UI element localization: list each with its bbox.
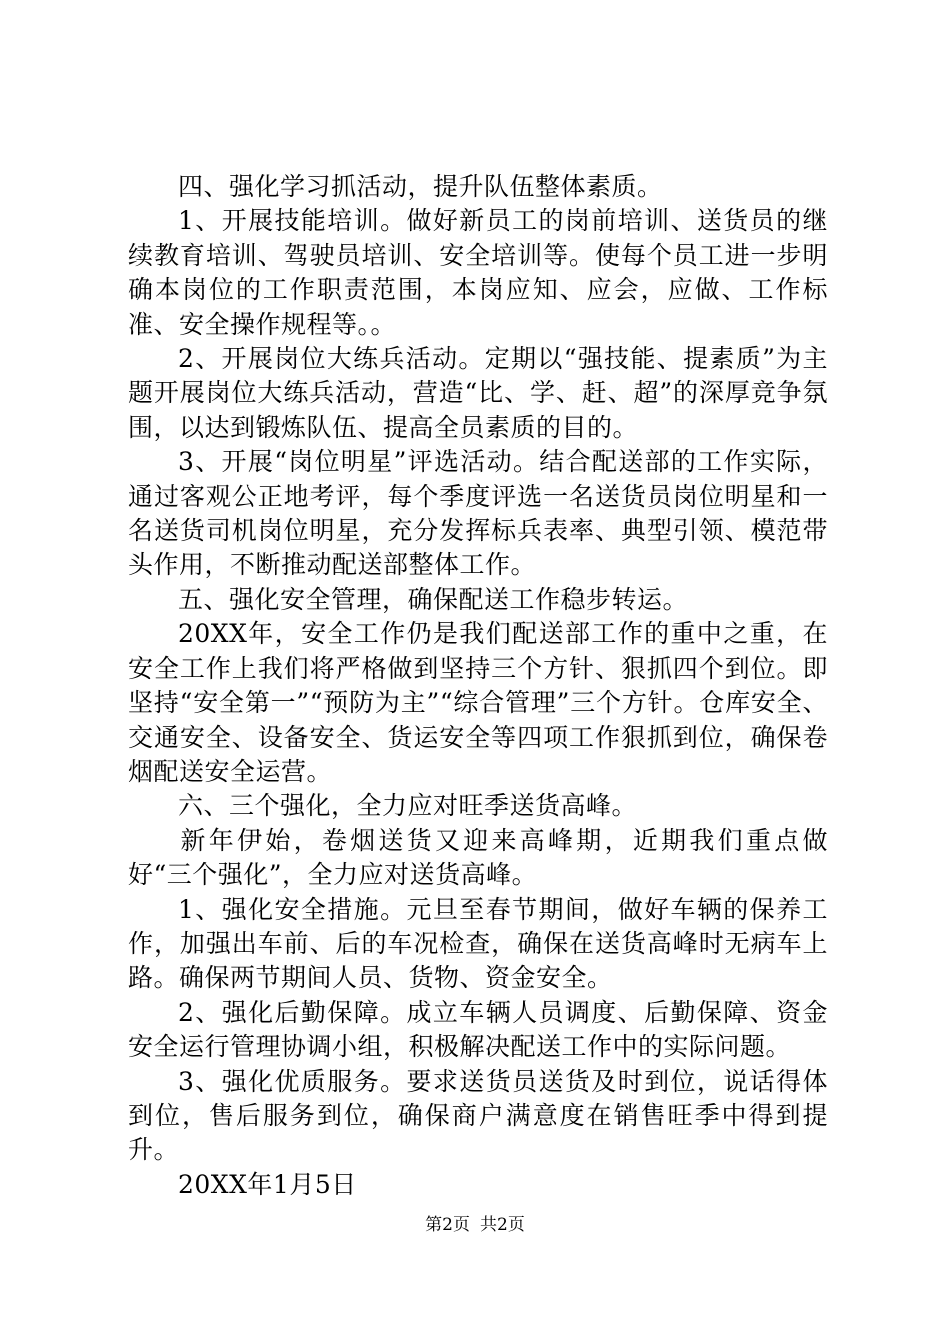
section-heading-5: 五、强化安全管理，确保配送工作稳步转运。 bbox=[178, 584, 689, 614]
document-date: 20XX年1月5日 bbox=[178, 1169, 357, 1199]
paragraph-skill-training: 1、开展技能培训。做好新员工的岗前培训、送货员的继续教育培训、驾驶员培训、安全培训等。使每个员工进一步明确本岗位的工作职责范围，本岗应知、应会，应做、工作标准、安全操作规程等。。 bbox=[128, 206, 828, 339]
paragraph-safety-work: 20XX年，安全工作仍是我们配送部工作的重中之重，在安全工作上我们将严格做到坚持三个方针、狠抓四个到位。即坚持“安全第一”“预防为主”“综合管理”三个方针。仓库安全、交通安全、设备安全、货运安全等四项工作狠抓到位，确保卷烟配送安全运营。 bbox=[128, 619, 828, 786]
section-heading-4: 四、强化学习抓活动，提升队伍整体素质。 bbox=[178, 172, 663, 201]
document-body bbox=[128, 170, 828, 1202]
page-total: 共2页 bbox=[480, 1215, 525, 1235]
paragraph-quality-service: 3、强化优质服务。要求送货员送货及时到位，说话得体到位，售后服务到位，确保商户满意度在销售旺季中得到提升。 bbox=[128, 1066, 828, 1165]
paragraph-new-year: 新年伊始，卷烟送货又迎来高峰期，近期我们重点做好“三个强化”，全力应对送货高峰。 bbox=[128, 825, 828, 890]
page-number: 第2页 bbox=[425, 1215, 470, 1235]
section-heading-6: 六、三个强化，全力应对旺季送货高峰。 bbox=[178, 791, 638, 821]
paragraph-job-drill: 2、开展岗位大练兵活动。定期以“强技能、提素质”为主题开展岗位大练兵活动，营造“比、学、赶、超”的深厚竞争氛围，以达到锻炼队伍、提高全员素质的目的。 bbox=[128, 344, 828, 442]
paragraph-logistics: 2、强化后勤保障。成立车辆人员调度、后勤保障、资金安全运行管理协调小组，积极解决配送工作中的实际问题。 bbox=[128, 997, 828, 1062]
paragraph-safety-measures: 1、强化安全措施。元旦至春节期间，做好车辆的保养工作，加强出车前、后的车况检查，确保在送货高峰时无病车上路。确保两节期间人员、货物、资金安全。 bbox=[128, 894, 828, 993]
page-footer bbox=[0, 1215, 950, 1235]
paragraph-post-star: 3、开展“岗位明星”评选活动。结合配送部的工作实际，通过客观公正地考评，每个季度评选一名送货员岗位明星和一名送货司机岗位明星，充分发挥标兵表率、典型引领、模范带头作用，不断推动配送部整体工作。 bbox=[128, 447, 828, 580]
